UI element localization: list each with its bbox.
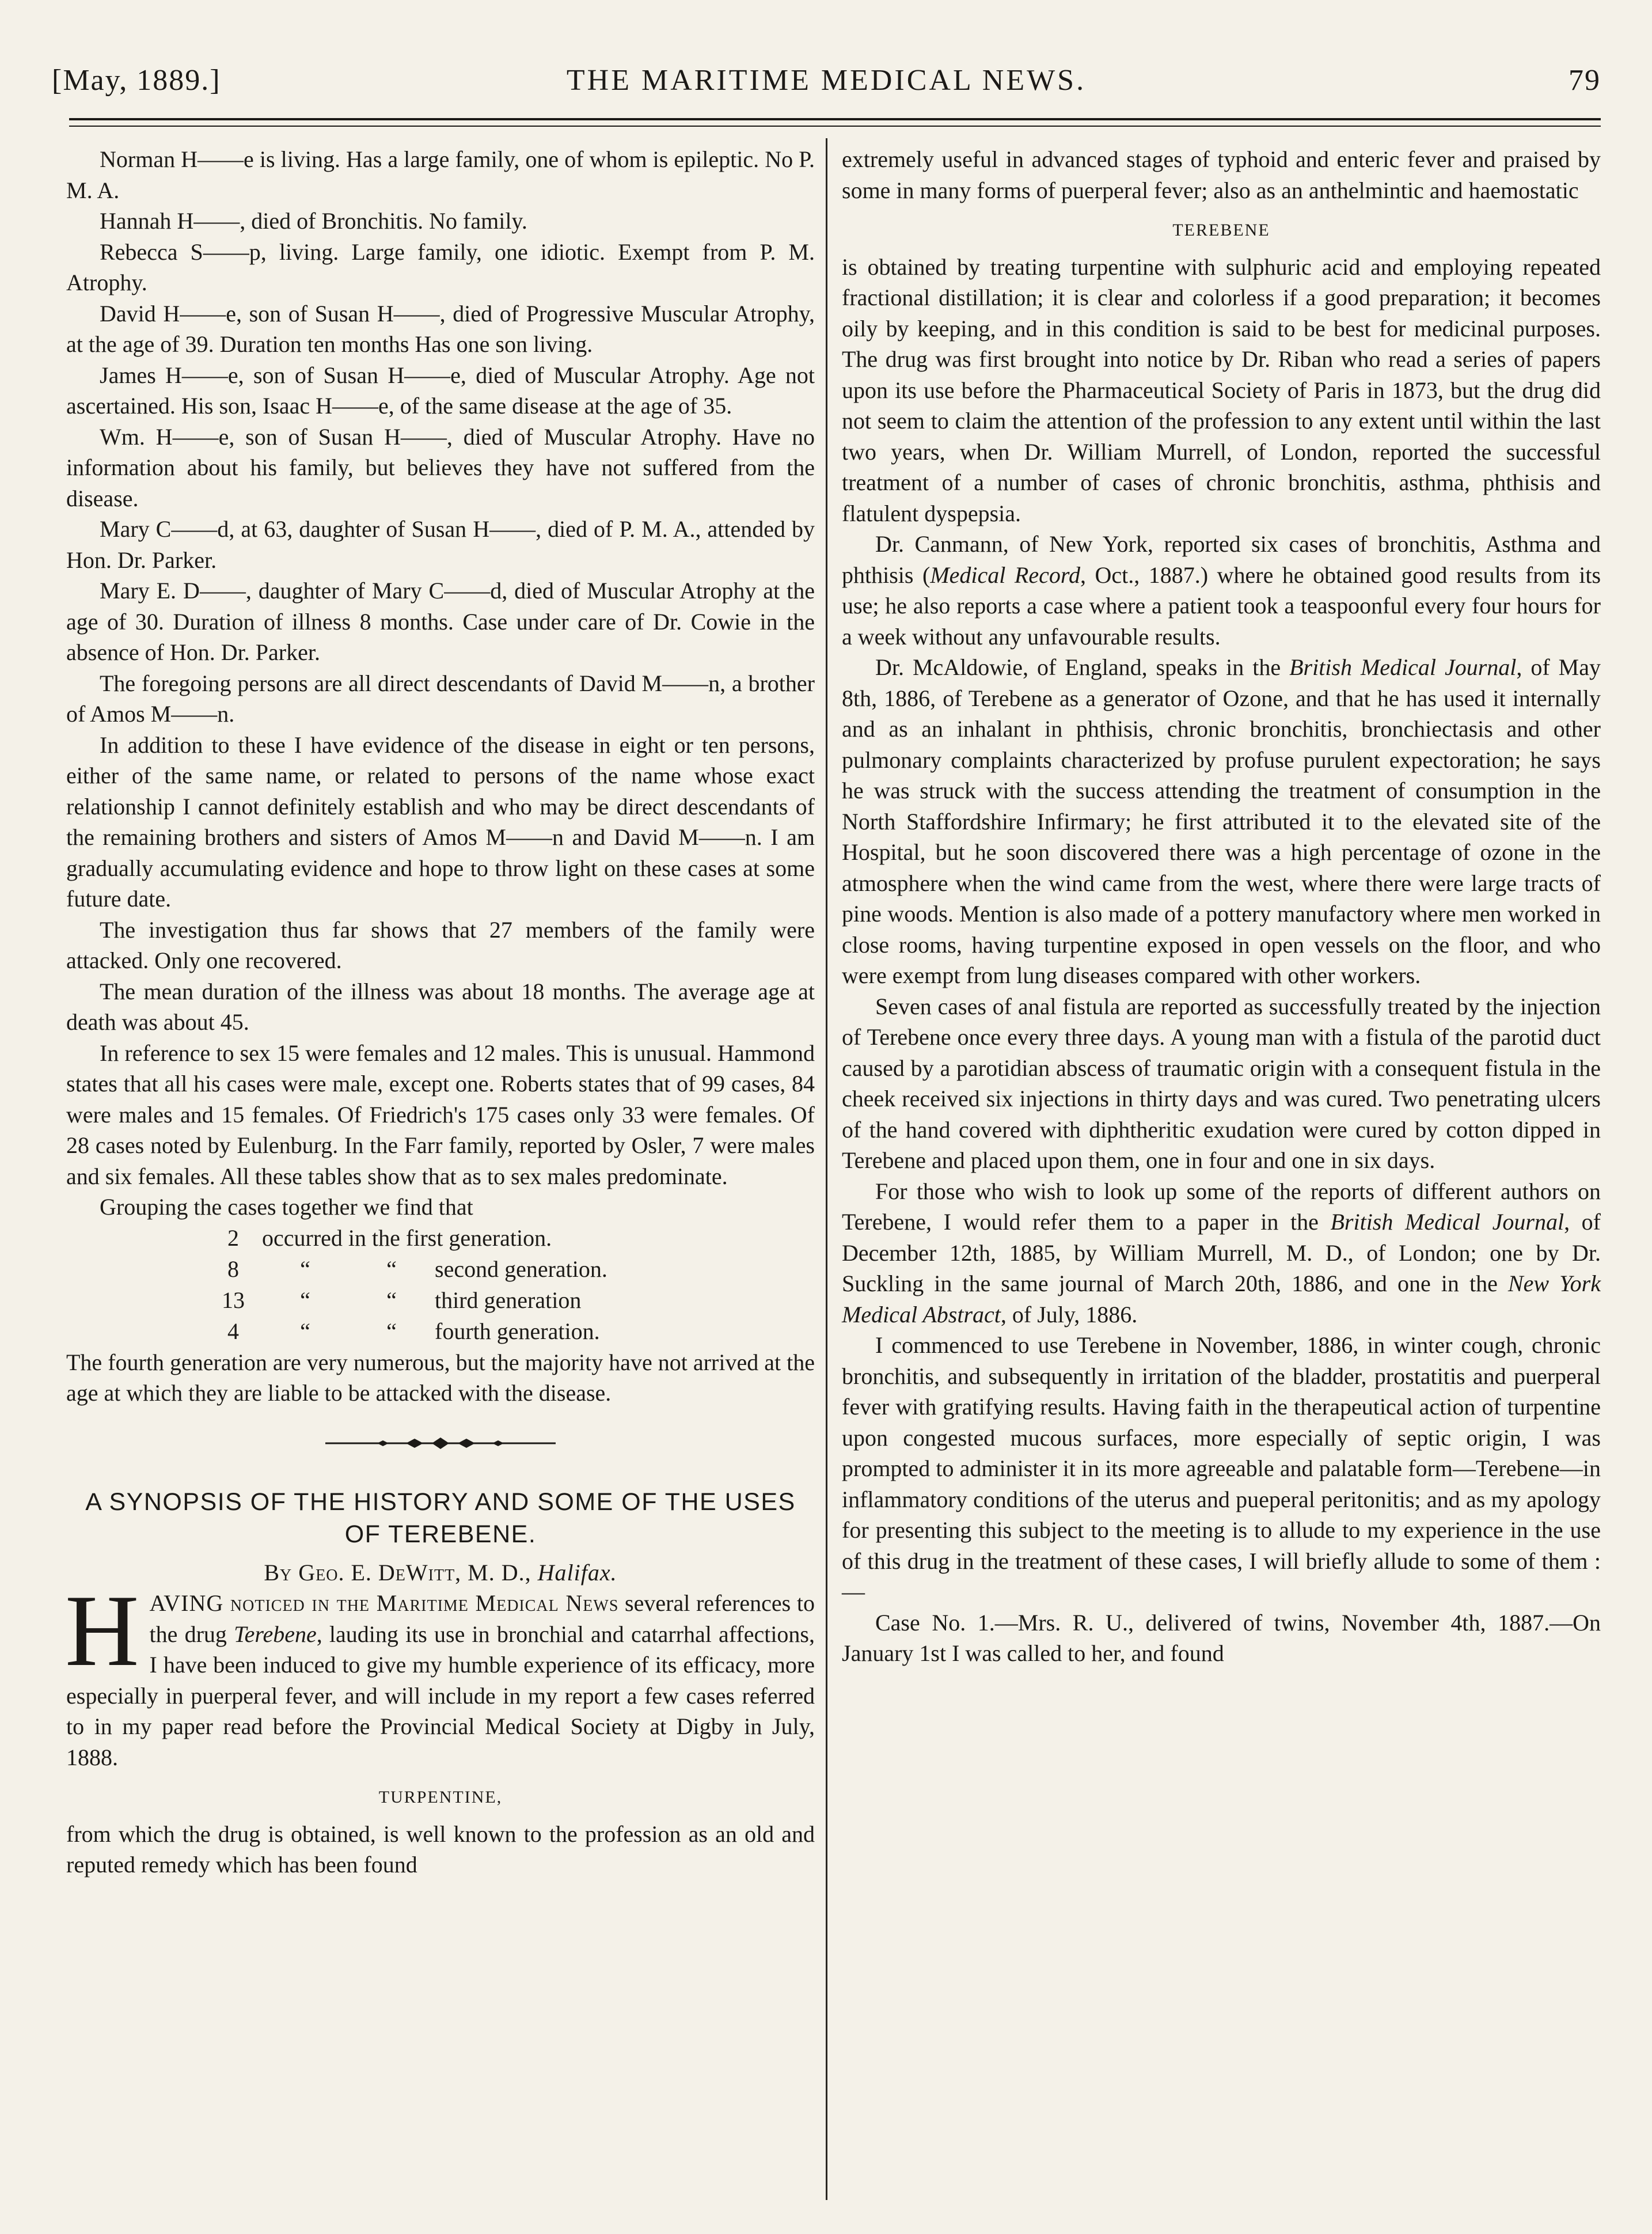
opening-text: AVING noticed in the: [149, 1590, 377, 1616]
paragraph: Wm. H——e, son of Susan H——, died of Muscular Atrophy. Have no information about his family, but believes they have not suffered from the disease.: [66, 423, 815, 511]
paragraph: Seven cases of anal fistula are reported as successfully treated by the injection of Terebene once every three days. A young man with a fistula of the parotid duct caused by a parotidian abscess of traumatic origin with a consequent fistula in the cheek received six injections in thirty days and was cured. Two penetrating ulcers of the hand covered with diphtheritic exudation were cured by cotton dipped in Terebene and placed upon them, one in four and one in six days.: [842, 993, 1601, 1173]
ditto-mark: “: [386, 1318, 397, 1344]
generation-row: [204, 1285, 815, 1316]
running-header: [52, 63, 1601, 109]
drop-cap: H: [65, 1573, 139, 1687]
text-run: For those who wish to look up some of the reports of different authors on Terebene, I would refer them to a paper in the: [842, 1178, 1601, 1235]
text-run: Dr. Canmann, of New York, reported six cases of bronchitis, Asthma and phthisis (: [842, 531, 1601, 588]
paragraph: [842, 529, 1601, 652]
text-run: , Oct., 1887.) where he obtained good results from its use; he also reports a case where a patient took a teaspoonful every four hours for a week without any unfavourable results.: [842, 562, 1601, 650]
text-run: Dr. McAldowie, of England, speaks in the: [875, 654, 1290, 680]
opening-text: several references to the drug: [149, 1590, 815, 1647]
paragraph: is obtained by treating turpentine with sulphuric acid and employing repeated fractional distillation; it is clear and colorless if a good preparation; it becomes oily by keeping, and in this condition is said to be best for medicinal purposes. The drug was first brought into notice by Dr. Riban who read a series of papers upon its use before the Pharmaceutical Society of Paris in 1873, but the drug did not seem to claim the attention of the profession to any extent until within the last two years, when Dr. William Murrell, of London, reported the successful treatment of a number of cases of chronic bronchitis, asthma, phthisis and flatulent dyspepsia.: [842, 253, 1601, 526]
paragraph: extremely useful in advanced stages of typhoid and enteric fever and praised by some in many forms of puerperal fever; also as an anthelmintic and haemostatic: [842, 146, 1601, 203]
generation-label: third generation: [435, 1287, 582, 1313]
left-column: [66, 144, 815, 1880]
journal-name: Maritime Medical News: [376, 1590, 619, 1616]
journal-citation: British Medical Journal: [1289, 654, 1517, 680]
paragraph: [842, 652, 1601, 991]
section-ornament: [66, 1409, 815, 1478]
ditto-mark: “: [300, 1287, 310, 1313]
ditto-mark: “: [300, 1256, 310, 1282]
article-title: A SYNOPSIS OF THE HISTORY AND SOME OF THE USES OF TEREBENE.: [85, 1488, 796, 1548]
paragraph: The investigation thus far shows that 27 members of the family were attacked. Only one recovered.: [66, 916, 815, 973]
byline-place: Halifax.: [537, 1559, 617, 1586]
generation-count: 2: [227, 1224, 239, 1251]
article-opening: [65, 1573, 815, 1773]
paragraph: Case No. 1.—Mrs. R. U., delivered of twins, November 4th, 1887.—On January 1st I was called to her, and found: [842, 1609, 1601, 1666]
header-rule-thin: [69, 126, 1601, 127]
journal-title: THE MARITIME MEDICAL NEWS.: [566, 64, 1087, 97]
ornament-rule-icon: [320, 1435, 561, 1452]
ditto-mark: “: [386, 1287, 397, 1313]
ditto-mark: “: [300, 1318, 310, 1344]
byline-author: By Geo. E. DeWitt, M. D.,: [264, 1559, 538, 1586]
generation-count: 13: [222, 1287, 245, 1313]
journal-citation: Medical Record: [930, 562, 1080, 588]
right-column: [842, 144, 1601, 1669]
generation-label: occurred in the first generation.: [262, 1224, 552, 1251]
paragraph: The fourth generation are very numerous, but the majority have not arrived at the age at which they are liable to be attacked with the disease.: [66, 1349, 815, 1406]
section-heading-terebene: TEREBENE: [1172, 221, 1270, 240]
journal-citation: New York Medical Abstract: [842, 1270, 1601, 1327]
paragraph: Norman H——e is living. Has a large family, one of whom is epileptic. No P. M. A.: [66, 146, 815, 203]
generation-count: 8: [227, 1256, 239, 1282]
journal-citation: British Medical Journal: [1330, 1209, 1564, 1235]
paragraph: from which the drug is obtained, is well known to the profession as an old and reputed remedy which has been found: [66, 1820, 815, 1878]
paragraph: James H——e, son of Susan H——e, died of Muscular Atrophy. Age not ascertained. His son, Isaac H——e, of the same disease at the age of 35.: [66, 362, 815, 419]
generation-table: [204, 1223, 815, 1347]
section-heading-turpentine: TURPENTINE,: [378, 1788, 503, 1807]
generation-count: 4: [227, 1318, 239, 1344]
generation-label: fourth generation.: [435, 1318, 600, 1344]
page-number: 79: [1569, 64, 1601, 97]
paragraph: I commenced to use Terebene in November, 1886, in winter cough, chronic bronchitis, and subsequently in irritation of the bladder, prostatitis and puerperal fever with gratifying results. Having faith in the therapeutical action of turpentine upon congested mucous surfaces, more especially of septic origin, I was prompted to administer it in its more agreeable and palatable form—Terebene—in inflammatory conditions of the uterus and pueperal peritonitis; and as my apology for presenting this subject to the meeting is to allude to my experience in the use of this drug in the treatment of these cases, I will briefly allude to some of them :—: [842, 1332, 1601, 1605]
paragraph: Rebecca S——p, living. Large family, one idiotic. Exempt from P. M. Atrophy.: [66, 238, 815, 295]
header-rule: [69, 118, 1601, 120]
byline: [66, 1557, 815, 1588]
drug-name: Terebene: [234, 1621, 317, 1647]
text-run: , of December 12th, 1885, by William Murrell, M. D., of London; one by Dr. Suckling in the same journal of March 20th, 1886, and one in the: [842, 1209, 1601, 1296]
column-divider: [826, 138, 827, 2200]
paragraph: Hannah H——, died of Bronchitis. No family.: [100, 208, 527, 234]
paragraph: The mean duration of the illness was about 18 months. The average age at death was about 45.: [66, 978, 815, 1035]
paragraph: In reference to sex 15 were females and 12 males. This is unusual. Hammond states that all his cases were male, except one. Roberts states that of 99 cases, 84 were males and 15 females. Of Friedrich's 175 cases only 33 were females. Of 28 cases noted by Eulenburg. In the Farr family, reported by Osler, 7 were males and six females. All these tables show that as to sex males predominate.: [66, 1040, 815, 1189]
generation-row: [204, 1223, 815, 1254]
generation-row: [204, 1316, 815, 1347]
text-run: , of July, 1886.: [1000, 1301, 1138, 1327]
paragraph: Grouping the cases together we find that: [100, 1194, 473, 1220]
paragraph: Mary C——d, at 63, daughter of Susan H——, died of P. M. A., attended by Hon. Dr. Parker.: [66, 516, 815, 573]
generation-row: [204, 1254, 815, 1285]
generation-label: second generation.: [435, 1256, 607, 1282]
ditto-mark: “: [386, 1256, 397, 1282]
paragraph: David H——e, son of Susan H——, died of Progressive Muscular Atrophy, at the age of 39. Duration ten months Has one son living.: [66, 300, 815, 357]
issue-date: [May, 1889.]: [52, 64, 221, 97]
opening-text: , lauding its use in bronchial and catarrhal affections, I have been induced to give my humble experience of its efficacy, more especially in puerperal fever, and will include in my report a few cases referred to in my paper read before the Provincial Medical Society at Digby in July, 1888.: [66, 1621, 815, 1770]
paragraph: The foregoing persons are all direct descendants of David M——n, a brother of Amos M——n.: [66, 670, 815, 727]
paragraph: [842, 1176, 1601, 1330]
paragraph: Mary E. D——, daughter of Mary C——d, died of Muscular Atrophy at the age of 30. Duration of illness 8 months. Case under care of Dr. Cowie in the absence of Hon. Dr. Parker.: [66, 578, 815, 665]
text-run: , of May 8th, 1886, of Terebene as a generator of Ozone, and that he has used it internally and as an inhalant in phthisis, chronic bronchitis, bronchiectasis and other pulmonary complaints characterized by profuse purulent expectoration; he says he was struck with the success attending the treatment of consumption in the North Staffordshire Infirmary; he first attributed it to the elevated site of the Hospital, but he soon discovered there was a high percentage of ozone in the atmosphere when the wind came from the west, where there were large tracts of pine woods. Mention is also made of a pottery manufactory where men worked in close rooms, having turpentine exposed in open vessels on the floor, and who were exempt from lung diseases compared with other workers.: [842, 654, 1601, 988]
paragraph: In addition to these I have evidence of the disease in eight or ten persons, either of the same name, or related to persons of the name whose exact relationship I cannot definitely establish and who may be direct descendants of the remaining brothers and sisters of Amos M——n and David M——n. I am gradually accumulating evidence and hope to throw light on these cases at some future date.: [66, 731, 815, 912]
